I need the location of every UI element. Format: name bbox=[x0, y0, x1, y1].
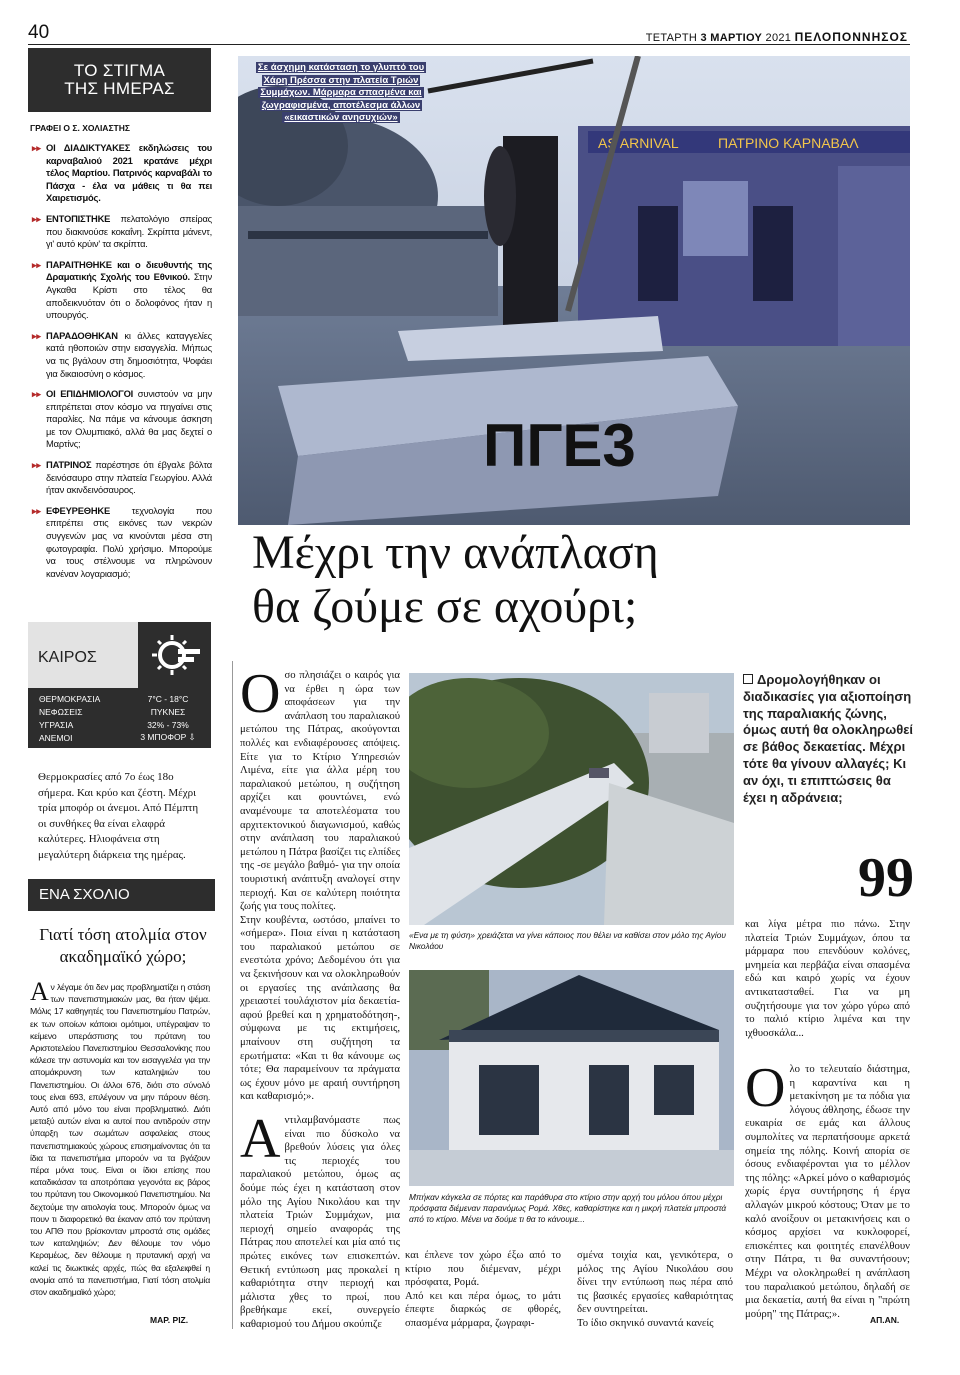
weather-title-box bbox=[28, 622, 138, 688]
arrow-icon: ▸▸ bbox=[32, 505, 41, 516]
comment-body bbox=[30, 977, 210, 1298]
article-column-1 bbox=[240, 663, 400, 1332]
arrow-icon: ▸▸ bbox=[32, 213, 41, 224]
headline-line2: θα ζούμε σε αχούρι; bbox=[252, 580, 638, 633]
drop-cap: Α bbox=[240, 1108, 281, 1170]
stigma-item: ▸▸ ΕΝΤΟΠΙΣΤΗΚΕ πελατολόγιο σπείρας που διακινούσε κοκαΐνη. Σκρίπτα μάνεντ, γι' αυτό κρύιν' τα σκρίπτα. bbox=[32, 212, 212, 250]
article-paragraph: Στην κουβέντα, ωστόσο, μπαίνει το «σήμερα». Ποια είναι η κατάσταση του παραλιακού μετώπου σε ενεστώτα χρόνο; Δεδομένου ότι για να ξεκινήσουν και να ολοκληρωθούν οι εργασίες της ανάπλασης θα χρειαστεί τουλάχιστον μία δεκαετία- αφού βρεθεί και η χρηματοδότηση-, σύμφωνα με τις εκτιμήσεις, μπαίνουν στη συζήτηση τα ερωτήματα: «Και τι θα κάνουμε ως τότε; Θα παραμείνουν τα πράγματα ως έχουν μόνο με αραιή συντήρηση και καθαρισμό;». bbox=[240, 913, 400, 1103]
article-headline bbox=[252, 526, 892, 634]
sign-karnaval: ΠΑΤΡΙΝΟ ΚΑΡΝΑΒΑΛ bbox=[718, 135, 859, 151]
weather-icon-box bbox=[138, 622, 211, 688]
article-paragraph: λο το τελευταίο διάστημα, η καραντίνα και η μετακίνηση με τα πόδια για λόγους άθλησης, έδωσε την ευκαιρία σε εμάς και άλλους συμπολίτες να περπατήσουμε αρκετά σημεία της πόλης. Κοινή απορία σε όσους ενδιαφέρονται για το μέλλον της πόλης: «Αρκεί μόνο ο καθαρισμός χωρίς έργα συντήρησης ή έργα αλλαγών μικρού κόστους; Όταν με το καλό ανοίξουν οι μετακινήσεις και ο κόσμος αρχίσει να κυκλοφορεί, επισκέπτες και φοιτητές επανέλθουν στην Πάτρα, τι θα συναντήσουν; Μέχρι να ολοκληρωθεί η ανάπλαση του παραλιακού μετώπου, δηλαδή σε μια δεκαετία, αυτή θα είναι η "πρώτη μούρη" της Πάτρας;». bbox=[745, 1063, 910, 1320]
sign-arnival: AS ARNIVAL bbox=[598, 135, 679, 151]
bench-illustration bbox=[409, 673, 734, 925]
comment-drop-cap: Α bbox=[30, 977, 49, 1006]
page-number: 40 bbox=[28, 22, 50, 43]
date-day: ΤΕΤΑΡΤΗ bbox=[645, 32, 698, 44]
stigma-item: ▸▸ ΠΑΡΑΔΟΘΗΚΑΝ κι άλλες καταγγελίες κατά ηθοποιών στην εισαγγελία. Μήπως να τις βγάλουν στη δημοσιότητα, Ψοφάει για δικαιοσύνη ο κόσμος. bbox=[32, 329, 212, 379]
stigma-title-line1: ΤΟ ΣΤΙΓΜΑ bbox=[73, 61, 166, 80]
stigma-item: ▸▸ ΟΙ ΕΠΙΔΗΜΙΟΛΟΓΟΙ συνιστούν να μην επιτρέπεται στον κόσμο να πηγαίνει στις παραλίες. Να πάμε να κάνουμε άσκηση με τον Ολυμπιακό, αλλά θα μας δεχτεί ο Μαρτίνς; bbox=[32, 388, 212, 450]
weather-title: ΚΑΙΡΟΣ bbox=[38, 649, 97, 666]
headline-line1: Μέχρι την ανάπλαση bbox=[252, 526, 659, 579]
stigma-item: ▸▸ ΕΦΕΥΡΕΘΗΚΕ τεχνολογία που επιτρέπει στις εικόνες των νεκρών συγγενών μας να κινούνται μέσα στη φωτογραφία. Πολύ χρήσιμο. Μπορούμε να τους στέλνουμε να πληρώνουν κανέναν λογαριασμό; bbox=[32, 504, 212, 579]
arrow-icon: ▸▸ bbox=[32, 143, 41, 153]
stigma-title-line2: ΤΗΣ ΗΜΕΡΑΣ bbox=[64, 79, 175, 98]
arrow-icon: ▸▸ bbox=[32, 330, 41, 341]
stigma-item: ▸▸ ΠΑΤΡΙΝΟΣ παρέστησε ότι έβγαλε βόλτα δεινόσαυρο στην πλατεία Γεωργίου. Αλλά ήταν ακινδεινόσαυρος. bbox=[32, 459, 212, 496]
weather-row: ΑΝΕΜΟΙ 3 ΜΠΟΦΟΡ ⇩ bbox=[39, 732, 196, 743]
arrow-icon: ▸▸ bbox=[32, 389, 41, 400]
weather-row: ΘΕΡΜΟΚΡΑΣΙΑ 7°C - 18°C bbox=[39, 693, 189, 704]
photo3-caption: Μπήκαν κάγκελα σε πόρτες και παράθυρα στο κτίριο στην αρχή του μόλου όπου μέχρι πρόσφατα διέμεναν παρανόμως Ρομά. Χθες, καθαρίστηκε και η μικρή πλατεία μπροστά από το κτίριο. Μένει να δούμε τι θα το κάνουμε... bbox=[409, 1192, 727, 1224]
publication-name: ΠΕΛΟΠΟΝΝΗΣΟΣ bbox=[794, 30, 908, 44]
drop-cap: Ο bbox=[240, 663, 281, 725]
article-paragraph: σμένα τοιχία και, γενικότερα, ο μόλος της Αγίου Νικολάου σου δίνει την εντύπωση πως πέρα από τις βασικές εργασίες καθαριότητας δεν συντηρείται. Το ίδιο σκηνικό συναντά κανείς bbox=[577, 1249, 733, 1329]
pull-quote: Δρομολογήθηκαν οι διαδικασίες για αξιοποίηση της παραλιακής ζώνης, όμως αυτή θα ολοκληρωθεί σε βάθος δεκαετίας. Μέχρι τότε θα γίνουν αλλαγές; Κι αν όχι, τι επιπτώσεις θα έχει η αδράνεια; bbox=[743, 672, 913, 805]
stigma-item: ▸▸ ΠΑΡΑΙΤΗΘΗΚΕ και ο διευθυντής της Δραματικής Σχολής του Εθνικού. Στην Αγκαθα Κρίστι στο τέλος θα αποδεικνυόταν ότι ο δολοφόνος ήταν η υπουργός. bbox=[32, 258, 212, 321]
drop-cap: Ο bbox=[745, 1057, 786, 1119]
stigma-title-box bbox=[28, 48, 211, 112]
date-year: 2021 bbox=[765, 32, 792, 44]
sun-wind-icon bbox=[138, 622, 211, 688]
weather-table bbox=[28, 688, 211, 748]
column-rule bbox=[232, 661, 233, 1329]
article-column-3: και λίγα μέτρα πιο πάνω. Στην πλατεία Τριών Συμμάχων, όπου τα μάρμαρα που επενδύουν κολόνες, μνημεία και περβάζια είναι σπασμένα εδώ και καιρό χωρίς να έχουν αντικατασταθεί. Για να μη συζητήσουμε για τον χώρο γύρω από το παλιό κτίριο λιμένα και την ιχθυοσκάλα... bbox=[745, 918, 910, 1039]
article-signature: ΑΠ.ΑΝ. bbox=[870, 1315, 900, 1325]
comment-signature: ΜΑΡ. ΡΙΖ. bbox=[150, 1315, 189, 1325]
weather-text: Θερμοκρασίες από 7ο έως 18ο σήμερα. Και κρύο και ζέστη. Μέχρι τρία μποφόρ οι άνεμοι. Από Πέμπτη οι συνθήκες θα είναι ελαφρά καλύτερες. Ηλιοφάνεια στη μεγαλύτερη διάρκεια της ημέρας. bbox=[38, 771, 199, 861]
building-illustration bbox=[409, 970, 734, 1186]
article-paragraph: σο πλησιάζει ο καιρός για να έρθει η ώρα των αποφάσεων για την ανάπλαση του παραλιακού μετώπου της Πάτρας, ακούγονται πολλές και ενδιαφέρουσες απόψεις. Είτε για το Κτίριο Υπηρεσιών Λιμένα, είτε για άλλα μέρη του παραλιακού μετώπου, η συζήτηση αρχίζει και φουντώνει, ενώ αναμένουμε τα αποτελέσματα του αρχιτεκτονικού διαγωνισμού, καθώς στην ανάπλαση του παραλιακού μετώπου η Πάτρα βασίζει τις ελπίδες της -σε μεγάλο βαθμό- για την οποία τουριστική ανάπτυξη αναλογεί στην περιοχή. Και σε καλύτερη ποιότητα ζωής για τους πολίτες. bbox=[240, 669, 400, 913]
main-photo-sculpture bbox=[238, 56, 910, 525]
article-paragraph: ντιλαμβανόμαστε πως είναι πιο δύσκολο να βρεθούν λύσεις για όλες τις περιοχές του παραλιακού μετώπου, όμως ας δούμε πώς έχει η κατάσταση στον μόλο της Αγίου Νικολάου και την πλατεία Τριών Συμμάχων, μια περιοχή σημείο αναφοράς της Πάτρας που αποτελεί και μία από τις πρώτες εικόνες των επισκεπτών. Θετική εντύπωση μας προκαλεί η καθαριότητα στην περιοχή και μάλιστα χθες το πρωί, που βρεθήκαμε εκεί, συνεργείο καθαρισμού του Δήμου σκούπιζε bbox=[240, 1114, 400, 1330]
arrow-icon: ▸▸ bbox=[32, 259, 41, 270]
square-bullet-icon bbox=[743, 674, 753, 684]
stigma-item: ▸▸ ΟΙ ΔΙΑΔΙΚΤΥΑΚΕΣ εκδηλώσεις του καρναβαλιού 2021 κρατάνε μέχρι τέλος Μαρτίου. Πατρινός καρναβάλι το Πάσχα - έλα να μάθεις τι θα πει Χαιρετισμός. bbox=[32, 142, 212, 204]
comment-title: Γιατί τόση ατολμία στον ακαδημαϊκό χώρο; bbox=[39, 925, 207, 966]
date-bold: 3 ΜΑΡΤΙΟΥ bbox=[700, 32, 763, 44]
photo-bench-overgrown bbox=[409, 673, 734, 925]
weather-header bbox=[28, 622, 211, 688]
graffiti-text: ΠΓΕ3 bbox=[483, 412, 636, 479]
stigma-list bbox=[32, 142, 212, 588]
stigma-byline: ΓΡΑΦΕΙ Ο Σ. ΧΟΛΙΑΣΤΗΣ bbox=[30, 123, 130, 133]
weather-row: ΝΕΦΩΣΕΙΣ ΠΥΚΝΕΣ bbox=[39, 706, 186, 717]
quote-mark-icon: 99 bbox=[858, 847, 914, 909]
comment-section-label: ΕΝΑ ΣΧΟΛΙΟ bbox=[28, 879, 215, 911]
comment-text: ν λέγαμε ότι δεν μας προβληματίζει η στάση των πανεπιστημιακών μας, θα ήταν ψέμα. Μόλις 17 καθηγητές του Πανεπιστημίου Πατρών, εκ των οποίων κάποιοι ομότιμοι, υπέγραψαν το κείμενο υπεράσπισης του πρύτανη του Αριστοτελείου Πανεπιστημίου Θεσσαλονίκης που κάλεσε την αστυνομία και τον εισαγγελέα για την απομάκρυνση των καταληψιών του Πανεπιστημίου. Οι άλλοι 676, διότι στο σύνολό τους είναι 693, επιλέγουν να μην πάρουν θέση. Αυτό από μόνο του είναι προβληματικό. Διότι μεταξύ αυτών είναι κι αυτοί που αντιδρούν στην ύπαρξη των σωμάτων ασφαλείας στους πανεπιστημιακούς χώρους επισημαίνοντας ότι τα ίδια τα πανεπιστήμια μπορούν να τα βγάζουν πέρα μόνα τους. Είναι οι ίδιοι επίσης που καταδικάσαν τα αποτρόπαια γεγονότα εις βάρος του πρύτανη του Οικονομικού Πανεπιστημίου. Να δεχτούμε την αιτιολογία τους. Μπορούν όμως να πουν τι διαφορετικό θα έκαναν από τον πρύτανη του ΑΠΘ που βρίσκονταν μπροστά στις ομάδες των καταληψιών; Δεν θέλουμε τον νόμο Κεραμέως, δεν θέλουμε η πρυτανική αρχή να καλεί τις διωκτικές αρχές, πώς θα εξαλειφθεί η ανομία από τα πανεπιστήμια, Γιατί τόση ατολμία στον ακαδημαϊκό χώρο; bbox=[30, 982, 210, 1298]
issue-date bbox=[646, 30, 908, 44]
header-rule bbox=[28, 44, 910, 45]
article-paragraph: και έπλενε τον χώρο έξω από το κτίριο που διέμεναν, μέχρι πρόσφατα, Ρομά. Από κει και πέρα όμως, το μάτι έπεφτε διαρκώς σε φθορές, σπασμένα μάρμαρα, ζωγραφι- bbox=[405, 1249, 561, 1329]
main-photo-caption: Σε άσχημη κατάσταση το γλυπτό του Χάρη Πρέσσα στην πλατεία Τριών Συμμάχων. Μάρμαρα σπασμένα και ζωγραφισμένα, αποτέλεσμα άλλων «εικαστικών ανησυχιών» bbox=[257, 62, 425, 123]
article-column-3b bbox=[745, 1057, 910, 1321]
weather-row: ΥΓΡΑΣΙΑ 32% - 73% bbox=[39, 719, 189, 730]
photo2-caption: «Ενα με τη φύση» χρειάζεται να γίνει κάποιος που θέλει να καθίσει στον μόλο της Αγίου Νικολάου bbox=[409, 930, 726, 951]
arrow-icon: ▸▸ bbox=[32, 460, 41, 471]
photo-building-bars bbox=[409, 970, 734, 1186]
sculpture-illustration bbox=[238, 56, 910, 525]
article-bottom-middle bbox=[405, 1249, 733, 1331]
